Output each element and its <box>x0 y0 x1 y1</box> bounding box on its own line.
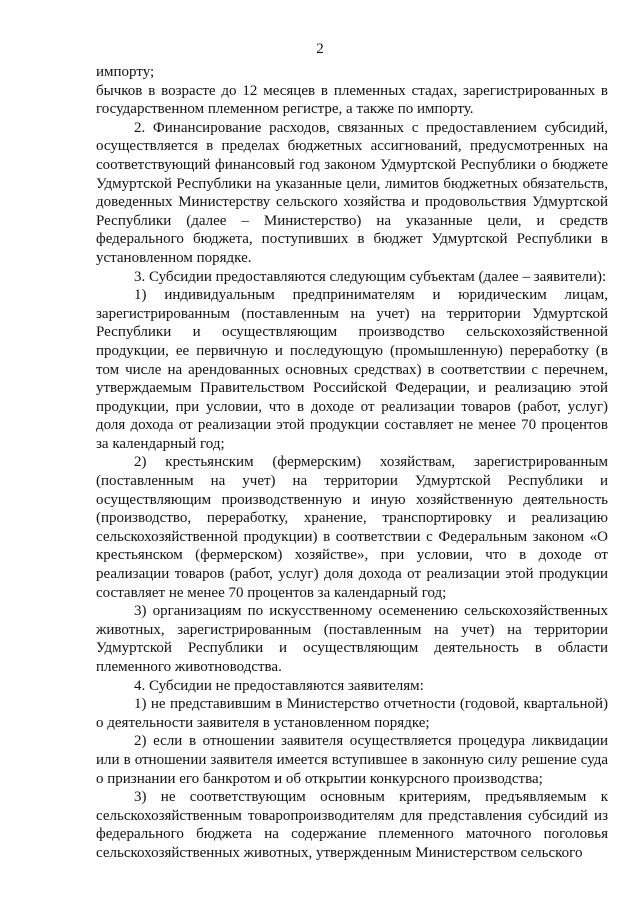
paragraph: 3) не соответствующим основным критериям, предъявляемым к сельскохозяйственным товаропроизводителям для представления субсидий из федерального бюджета на содержание племенного маточного поголовья сельскохозяйственных животных, утвержденным Министерством сельского <box>96 789 608 861</box>
document-body <box>96 63 608 863</box>
paragraph: 4. Субсидии не предоставляются заявителям: <box>134 677 424 694</box>
paragraph: 3. Субсидии предоставляются следующим субъектам (далее – заявители): <box>134 268 607 285</box>
paragraph: 2) если в отношении заявителя осуществляется процедура ликвидации или в отношении заявителя имеется вступившее в законную силу решение суда о признании его банкротом и об открытии конкурсного производства; <box>96 733 608 787</box>
paragraph: 1) индивидуальным предпринимателям и юридическим лицам, зарегистрированным (поставленным на учет) на территории Удмуртской Республики и осуществляющим производство сельскохозяйственной продукции, ее первичную и последующую (промышленную) переработку (в том числе на арендованных основных средствах) в соответствии с перечнем, утверждаемым Правительством Российской Федерации, и реализацию этой продукции, при условии, что в доходе от реализации товаров (работ, услуг) доля дохода от реализации этой продукции составляет не менее 70 процентов за календарный год; <box>96 287 608 452</box>
paragraph: 3) организациям по искусственному осеменению сельскохозяйственных животных, зарегистрированным (поставленным на учет) на территории Удмуртской Республики и осуществляющим деятельность в области племенного животноводства. <box>96 603 608 675</box>
paragraph: 1) не представившим в Министерство отчетности (годовой, квартальной) о деятельности заявителя в установленном порядке; <box>96 696 608 731</box>
paragraph: импорту; <box>96 64 155 80</box>
paragraph: бычков в возрасте до 12 месяцев в племенных стадах, зарегистрированных в государственном племенном регистре, а также по импорту. <box>96 82 608 118</box>
page-number: 2 <box>316 41 324 57</box>
paragraph: 2. Финансирование расходов, связанных с предоставлением субсидий, осуществляется в пределах бюджетных ассигнований, предусмотренных на соответствующий финансовый год законом Удмуртской Республики о бюджете Удмуртской Республики на указанные цели, лимитов бюджетных обязательств, доведенных Министерству сельского хозяйства и продовольствия Удмуртской Республики (далее – Министерство) на указанные цели, и средств федерального бюджета, поступивших в бюджет Удмуртской Республики в установленном порядке. <box>96 119 608 266</box>
paragraph: 2) крестьянским (фермерским) хозяйствам, зарегистрированным (поставленным на учет) на территории Удмуртской Республики и осуществляющим производственную и иную хозяйственную деятельность (производство, переработку, хранение, транспортировку и реализацию сельскохозяйственной продукции) в соответствии с Федеральным законом «О крестьянском (фермерском) хозяйстве», при условии, что в доходе от реализации товаров (работ, услуг) доля дохода от реализации этой продукции составляет не менее 70 процентов за календарный год; <box>96 454 608 601</box>
